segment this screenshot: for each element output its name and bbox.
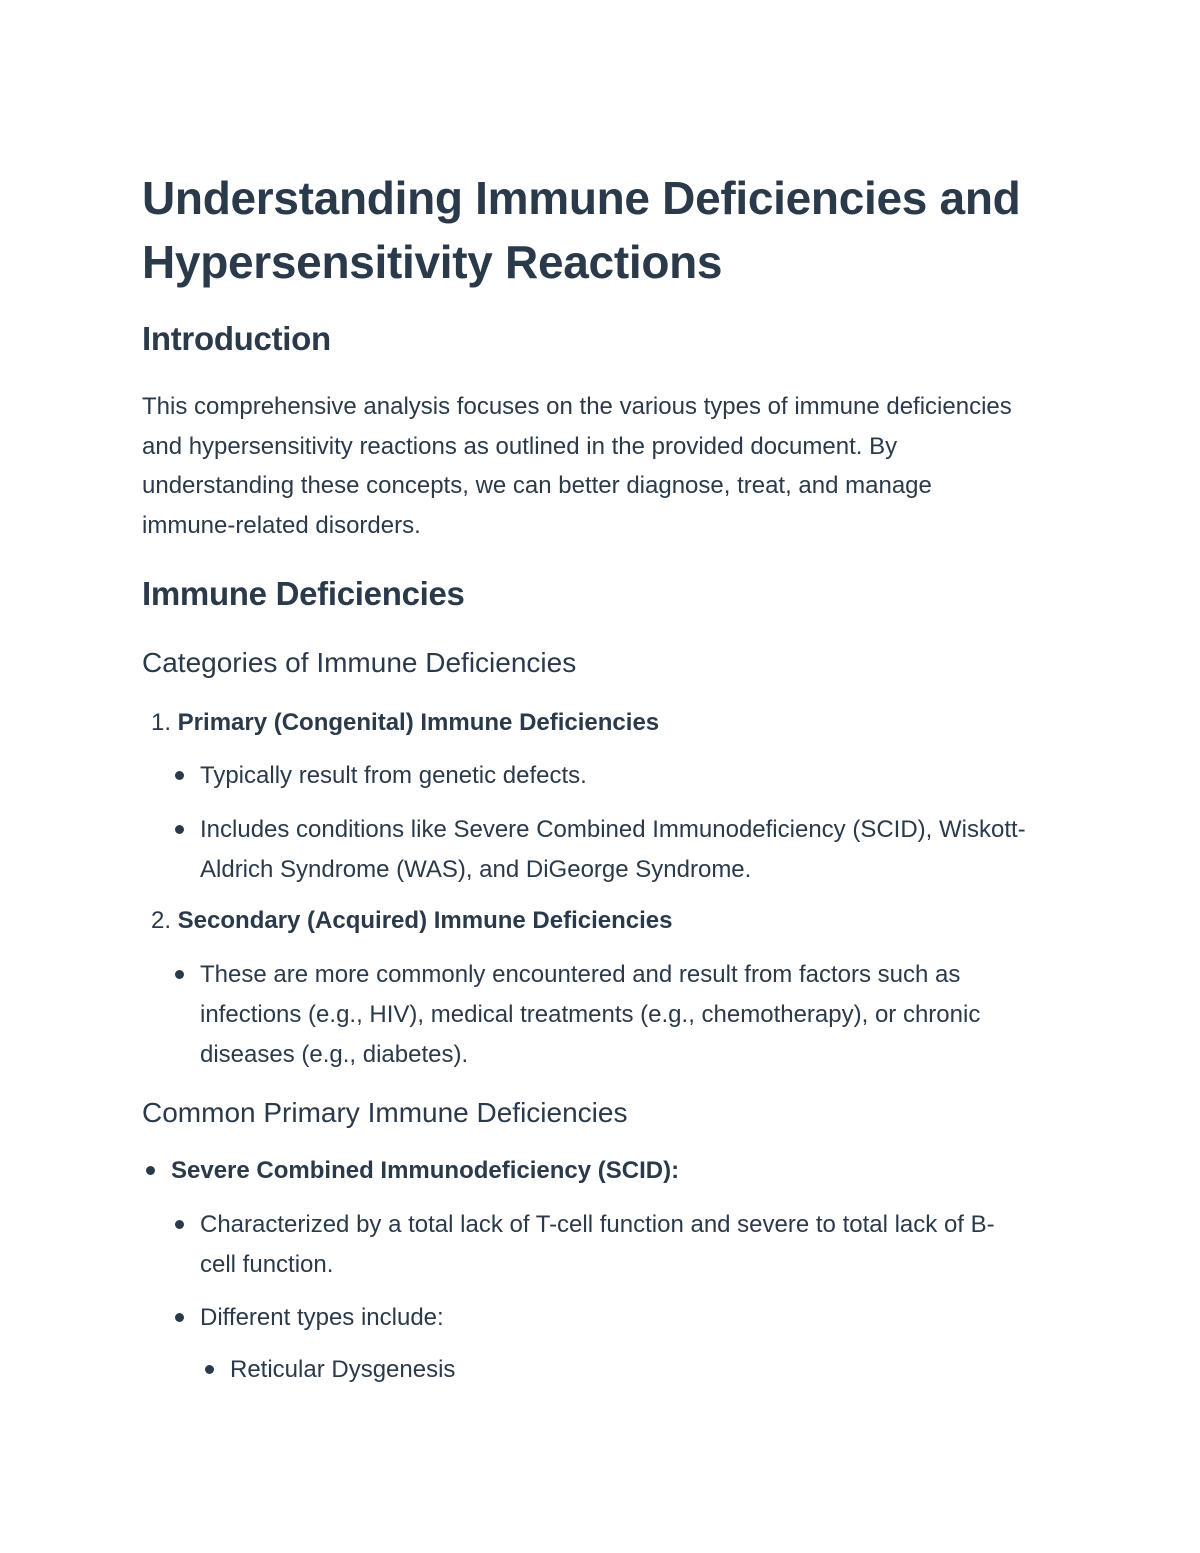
list-item-text: Characterized by a total lack of T-cell function and severe to total lack of B-cell function. [200,1211,995,1278]
document-title: Understanding Immune Deficiencies and Hypersensitivity Reactions [142,172,1021,288]
list-item-text: Includes conditions like Severe Combined Immunodeficiency (SCID), Wiskott-Aldrich Syndrome (WAS), and DiGeorge Syndrome. [200,816,1026,883]
bullet-icon [175,1313,184,1322]
category-label: Primary (Congenital) Immune Deficiencies [177,709,660,736]
category-item-primary [142,705,659,741]
bullet-icon [175,1220,184,1229]
list-item-text: Typically result from genetic defects. [200,762,587,789]
list-item [230,1350,1010,1390]
intro-paragraph: This comprehensive analysis focuses on the various types of immune deficiencies and hypersensitivity reactions as outlined in the provided document. By understanding these concepts, we can better diagnose, treat, and manage immune-related disorders. [142,393,1012,539]
list-item [200,810,1050,890]
list-item [200,1205,1030,1285]
bullet-icon [146,1166,155,1175]
list-number: 2. [150,907,171,934]
scid-item [171,1151,1031,1191]
list-item [200,756,1020,796]
scid-label: Severe Combined Immunodeficiency (SCID): [171,1157,680,1184]
bullet-icon [175,970,184,979]
bullet-icon [175,825,184,834]
list-item [200,1298,1030,1338]
bullet-icon [175,771,184,780]
list-item [200,955,1060,1075]
intro-heading: Introduction [142,320,331,357]
immune-deficiencies-heading: Immune Deficiencies [142,575,465,612]
category-item-secondary [142,903,672,939]
list-item-text: Reticular Dysgenesis [230,1356,456,1383]
categories-heading: Categories of Immune Deficiencies [142,647,577,678]
bullet-icon [205,1365,214,1374]
list-number: 1. [150,709,171,736]
common-primary-heading: Common Primary Immune Deficiencies [142,1097,628,1128]
list-item-text: These are more commonly encountered and result from factors such as infections (e.g., HIV), medical treatments (e.g., chemotherapy), or chronic diseases (e.g., diabetes). [200,961,981,1068]
list-item-text: Different types include: [200,1304,444,1331]
category-label: Secondary (Acquired) Immune Deficiencies [177,907,673,934]
